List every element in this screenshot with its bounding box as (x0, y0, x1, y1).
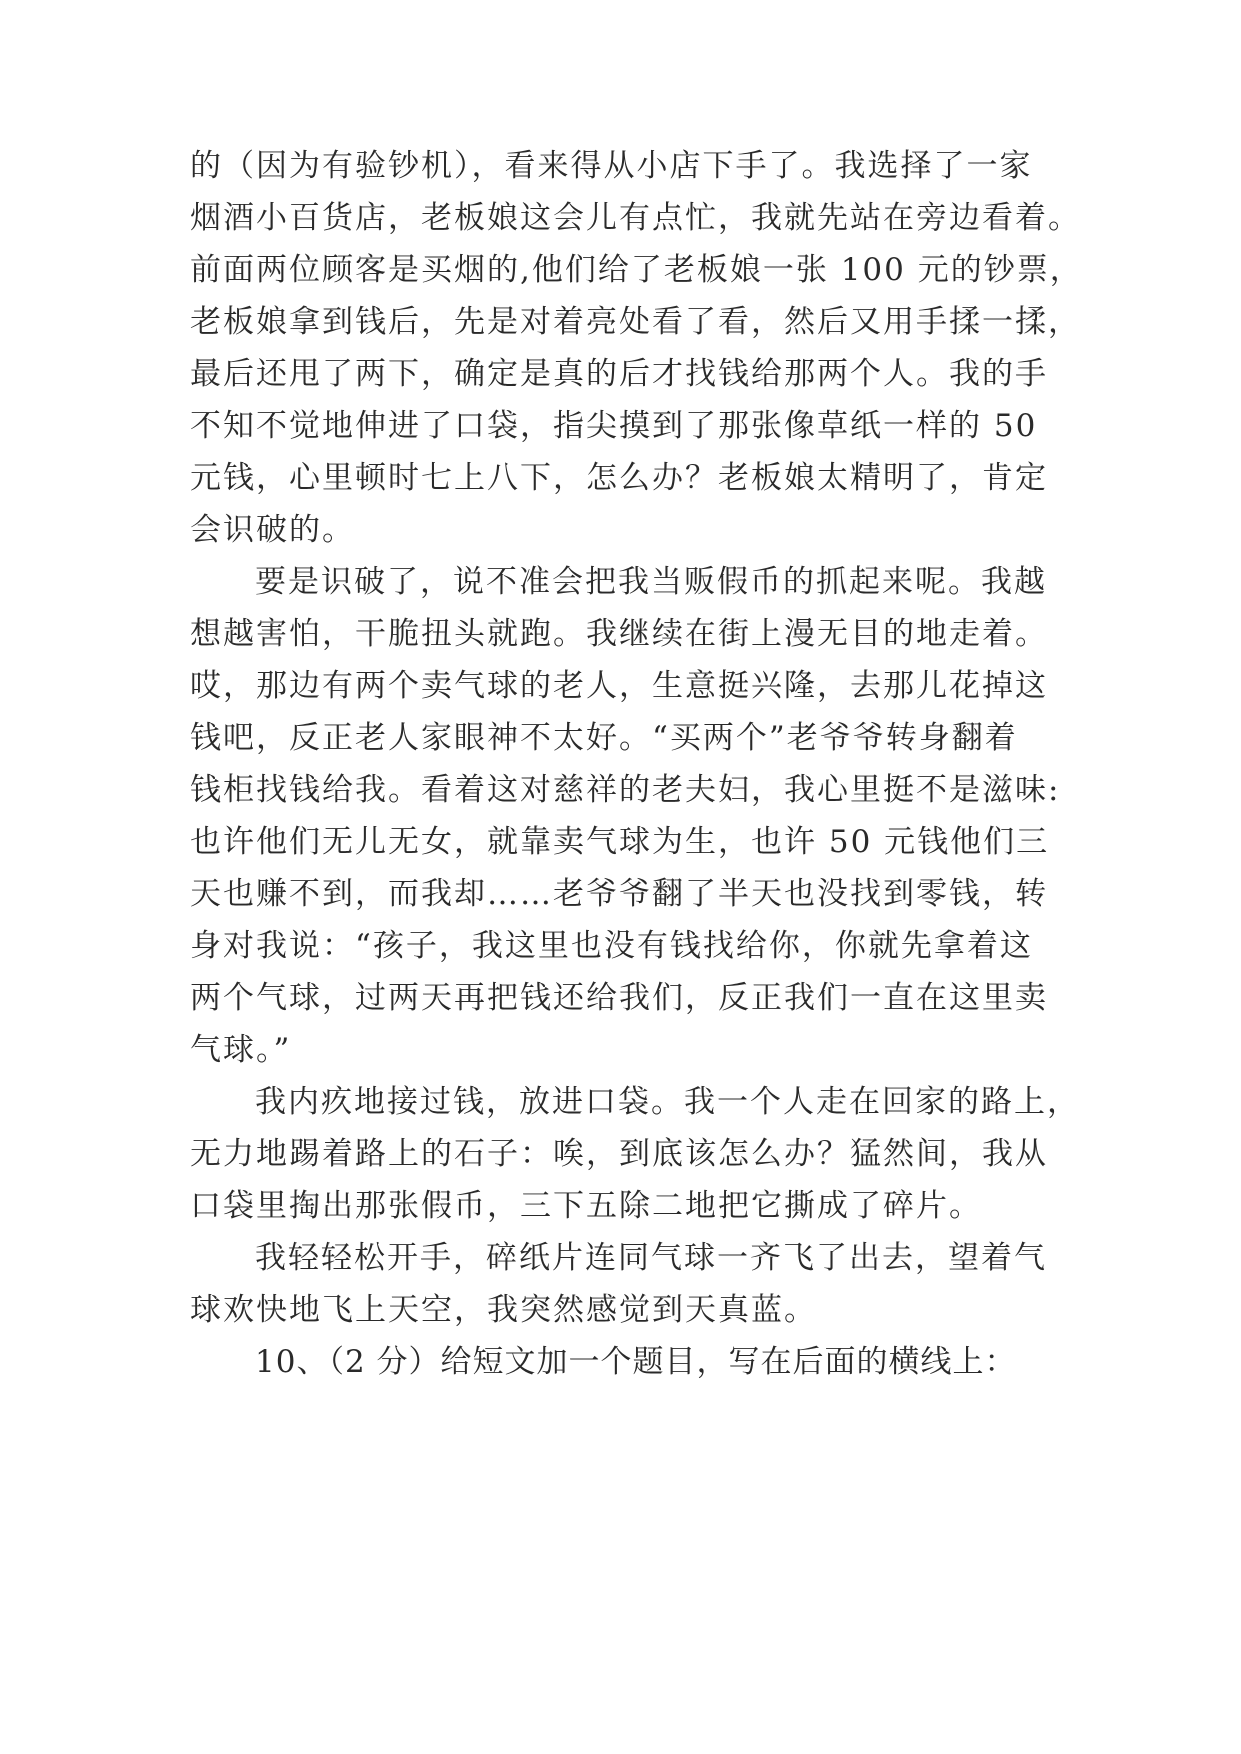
text-line: 元钱，心里顿时七上八下，怎么办？老板娘太精明了，肯定 (190, 460, 1048, 496)
question-line: 10、（2 分）给短文加一个题目，写在后面的横线上： (255, 1344, 1017, 1380)
text-line: 的（因为有验钞机），看来得从小店下手了。我选择了一家 (190, 148, 1033, 184)
paragraph-start-line: 我轻轻松开手，碎纸片连同气球一齐飞了出去，望着气 (255, 1240, 1047, 1276)
text-line: 哎，那边有两个卖气球的老人，生意挺兴隆，去那儿花掉这 (190, 668, 1048, 704)
text-line: 老板娘拿到钱后，先是对着亮处看了看，然后又用手揉一揉， (190, 304, 1081, 340)
paragraph-start-line: 要是识破了，说不准会把我当贩假币的抓起来呢。我越 (255, 564, 1047, 600)
text-line: 身对我说：“孩子，我这里也没有钱找给你，你就先拿着这 (190, 928, 1033, 964)
paragraph-start-line: 我内疚地接过钱，放进口袋。我一个人走在回家的路上， (255, 1084, 1080, 1120)
text-line: 最后还甩了两下，确定是真的后才找钱给那两个人。我的手 (190, 356, 1048, 392)
text-line: 烟酒小百货店，老板娘这会儿有点忙，我就先站在旁边看着。 (190, 200, 1081, 236)
text-line: 会识破的。 (190, 512, 355, 548)
text-line: 不知不觉地伸进了口袋，指尖摸到了那张像草纸一样的 50 (190, 408, 1038, 444)
text-line: 前面两位顾客是买烟的,他们给了老板娘一张 100 元的钞票， (190, 252, 1083, 288)
text-line: 钱柜找钱给我。看着这对慈祥的老夫妇，我心里挺不是滋味: (190, 772, 1061, 808)
text-line: 想越害怕，干脆扭头就跑。我继续在街上漫无目的地走着。 (190, 616, 1048, 652)
text-line: 口袋里掏出那张假币，三下五除二地把它撕成了碎片。 (190, 1188, 982, 1224)
text-line: 钱吧，反正老人家眼神不太好。“买两个”老爷爷转身翻着 (190, 720, 1018, 756)
text-line: 球欢快地飞上天空，我突然感觉到天真蓝。 (190, 1292, 817, 1328)
text-line: 天也赚不到，而我却……老爷爷翻了半天也没找到零钱，转 (190, 876, 1048, 912)
text-line: 无力地踢着路上的石子：唉，到底该怎么办？猛然间，我从 (190, 1136, 1048, 1172)
text-line: 两个气球，过两天再把钱还给我们，反正我们一直在这里卖 (190, 980, 1048, 1016)
text-line: 气球。” (190, 1032, 292, 1068)
text-line: 也许他们无儿无女，就靠卖气球为生，也许 50 元钱他们三 (190, 824, 1050, 860)
